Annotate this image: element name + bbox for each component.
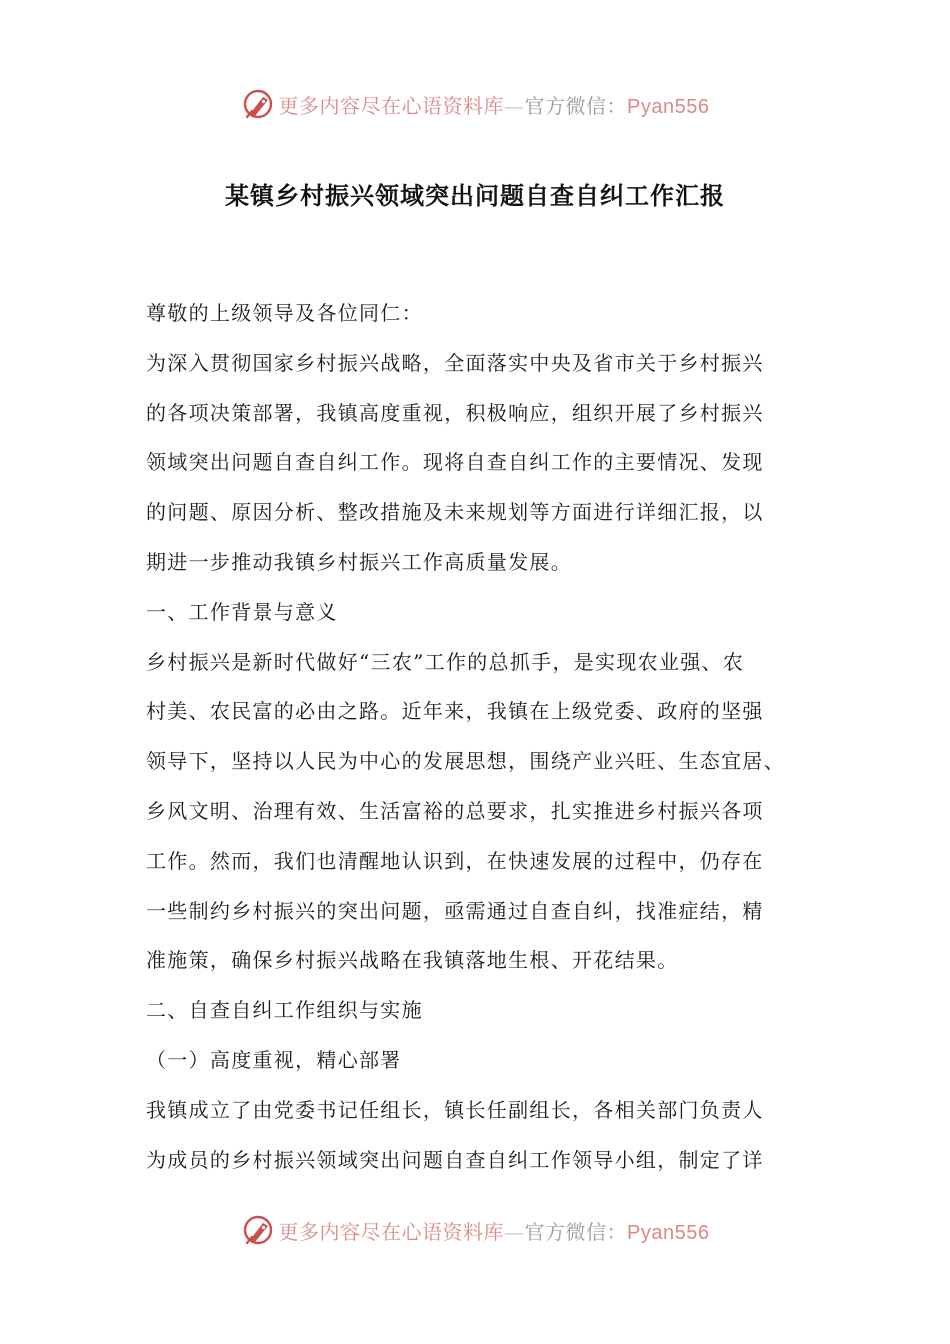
body-line: 领导下，坚持以人民为中心的发展思想，围绕产业兴旺、生态宜居、 [146,749,785,774]
pen-nib-logo-icon [241,87,275,121]
body-line: 准施策，确保乡村振兴战略在我镇落地生根、开花结果。 [146,948,679,973]
document-body [146,289,808,1185]
pen-nib-logo-icon [241,1213,275,1247]
body-line: 一些制约乡村振兴的突出问题，亟需通过自查自纠，找准症结，精 [146,898,764,923]
watermark-wechat-id: Pyan556 [627,1221,710,1244]
subsection-heading-1: （一）高度重视，精心部署 [146,1047,402,1072]
watermark-site: 更多内容尽在心语资料库 [278,1219,505,1244]
section-heading-1: 一、工作背景与意义 [146,599,338,624]
body-line: 乡风文明、治理有效、生活富裕的总要求，扎实推进乡村振兴各项 [146,798,764,823]
section-heading-2: 二、自查自纠工作组织与实施 [146,998,423,1023]
body-line: 我镇成立了由党委书记任组长，镇长任副组长，各相关部门负责人 [146,1097,764,1122]
watermark-wechat-label: 官方微信： [524,1219,628,1244]
body-line: 领域突出问题自查自纠工作。现将自查自纠工作的主要情况、发现 [146,450,764,475]
body-line: 期进一步推动我镇乡村振兴工作高质量发展。 [146,549,572,574]
watermark-separator: — [504,93,525,118]
watermark-text [279,90,710,119]
document-title: 某镇乡村振兴领域突出问题自查自纠工作汇报 [225,181,725,210]
watermark-wechat-label: 官方微信： [524,93,628,118]
watermark-site: 更多内容尽在心语资料库 [278,93,505,118]
body-line: 为成员的乡村振兴领域突出问题自查自纠工作领导小组，制定了详 [146,1147,764,1172]
body-line: 工作。然而，我们也清醒地认识到，在快速发展的过程中，仍存在 [146,848,764,873]
watermark-footer [0,1210,950,1250]
watermark-separator: — [504,1219,525,1244]
salutation: 尊敬的上级领导及各位同仁： [146,301,423,325]
body-line: 乡村振兴是新时代做好“三农”工作的总抓手，是实现农业强、农 [146,649,745,674]
watermark-wechat-id: Pyan556 [627,95,710,118]
watermark-text [279,1216,710,1245]
body-line: 为深入贯彻国家乡村振兴战略，全面落实中央及省市关于乡村振兴 [146,350,764,375]
body-line: 的问题、原因分析、整改措施及未来规划等方面进行详细汇报，以 [146,500,764,525]
body-line: 村美、农民富的必由之路。近年来，我镇在上级党委、政府的坚强 [146,699,764,724]
watermark-header [0,84,950,124]
body-line: 的各项决策部署，我镇高度重视，积极响应，组织开展了乡村振兴 [146,400,764,425]
